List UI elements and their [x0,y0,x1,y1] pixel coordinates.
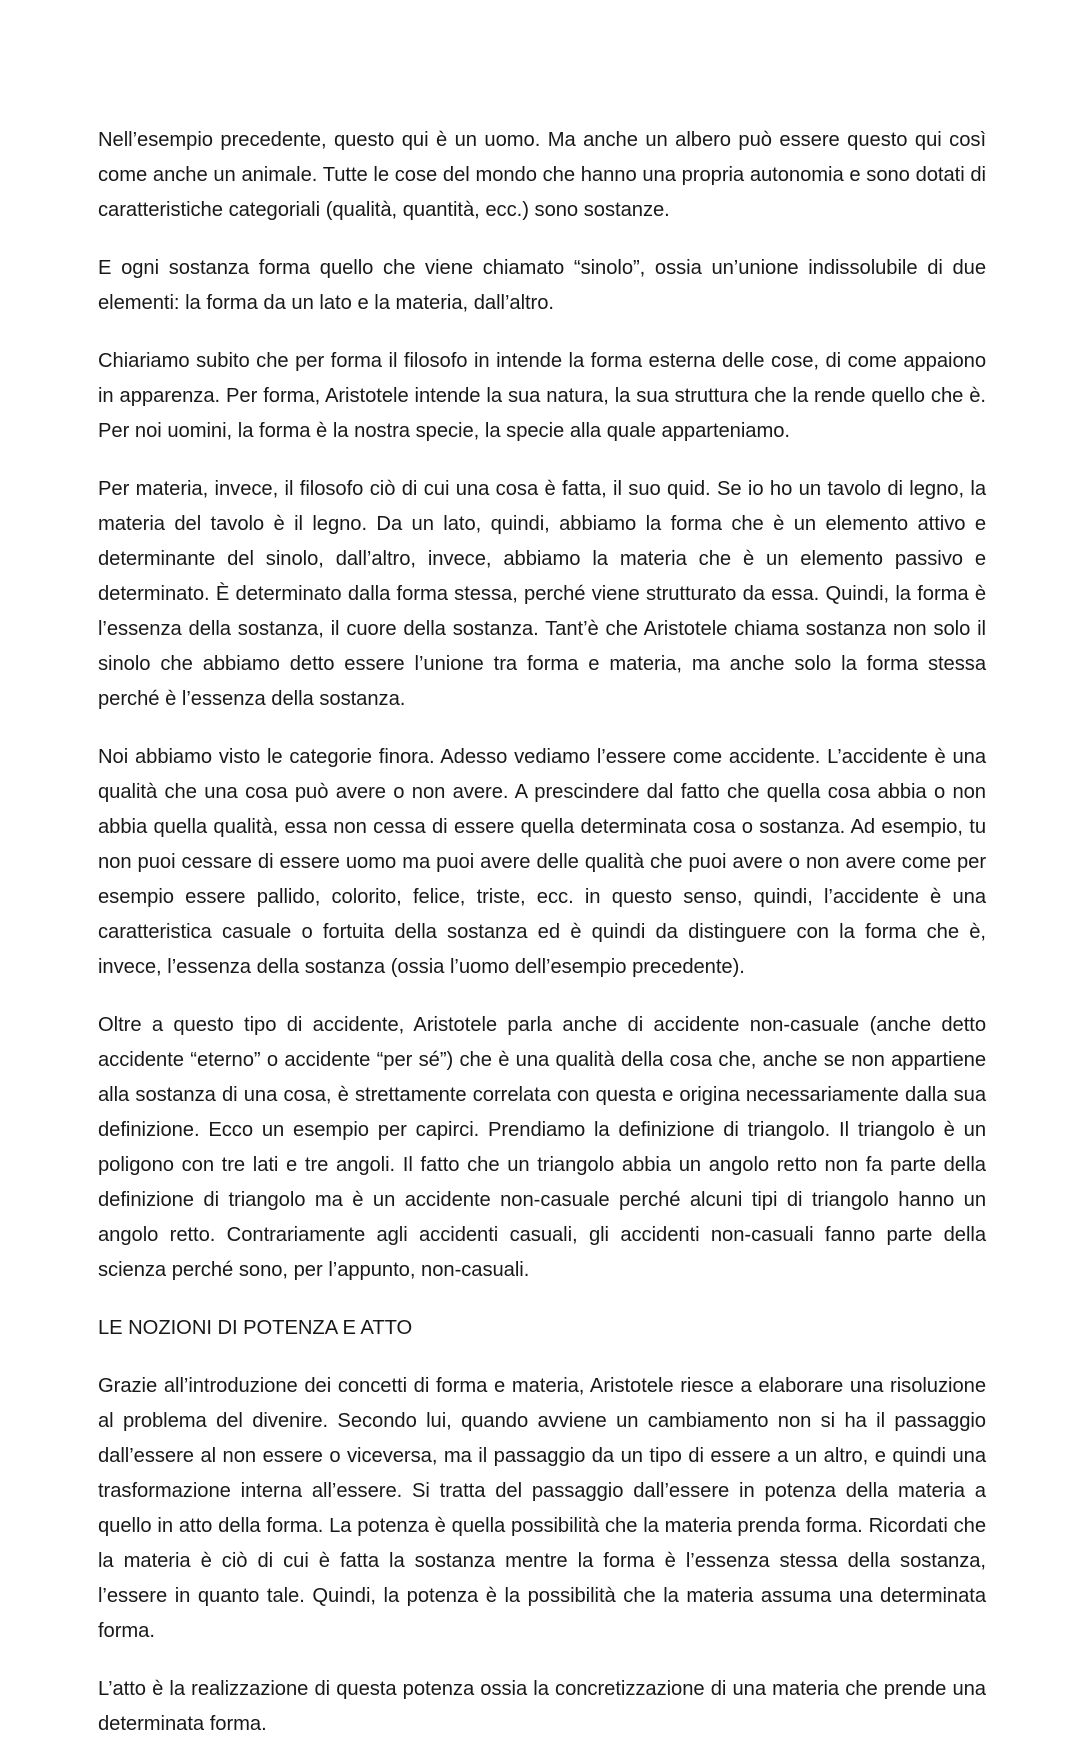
paragraph-forma: Chiariamo subito che per forma il filosofo in intende la forma esterna delle cose, di come appaiono in apparenza. Per forma, Aristotele intende la sua natura, la sua struttura che la rende quello che è. Per noi uomini, la forma è la nostra specie, la specie alla quale apparteniamo. [98,350,986,442]
paragraph-atto: L’atto è la realizzazione di questa potenza ossia la concretizzazione di una materia che prende una determinata forma. [98,1678,986,1735]
paragraph-sinolo: E ogni sostanza forma quello che viene chiamato “sinolo”, ossia un’unione indissolubile di due elementi: la forma da un lato e la materia, dall’altro. [98,257,986,314]
paragraph-materia: Per materia, invece, il filosofo ciò di cui una cosa è fatta, il suo quid. Se io ho un tavolo di legno, la materia del tavolo è il legno. Da un lato, quindi, abbiamo la forma che è un elemento attivo e determinante del sinolo, dall’altro, invece, abbiamo la materia che è un elemento passivo e determinato. È determinato dalla forma stessa, perché viene strutturato da essa. Quindi, la forma è l’essenza della sostanza, il cuore della sostanza. Tant’è che Aristotele chiama sostanza non solo il sinolo che abbiamo detto essere l’unione tra forma e materia, ma anche solo la forma stessa perché è l’essenza della sostanza. [98,478,986,710]
paragraph-accidente-non-casuale: Oltre a questo tipo di accidente, Aristotele parla anche di accidente non-casuale (anche detto accidente “eterno” o accidente “per sé”) che è una qualità della cosa che, anche se non appartiene alla sostanza di una cosa, è strettamente correlata con questa e origina necessariamente dalla sua definizione. Ecco un esempio per capirci. Prendiamo la definizione di triangolo. Il triangolo è un poligono con tre lati e tre angoli. Il fatto che un triangolo abbia un angolo retto non fa parte della definizione di triangolo ma è un accidente non-casuale perché alcuni tipi di triangolo hanno un angolo retto. Contrariamente agli accidenti casuali, gli accidenti non-casuali fanno parte della scienza perché sono, per l’appunto, non-casuali. [98,1014,986,1281]
paragraph-intro-sostanze: Nell’esempio precedente, questo qui è un uomo. Ma anche un albero può essere questo qui così come anche un animale. Tutte le cose del mondo che hanno una propria autonomia e sono dotati di caratteristiche categoriali (qualità, quantità, ecc.) sono sostanze. [98,129,986,221]
paragraph-potenza: Grazie all’introduzione dei concetti di forma e materia, Aristotele riesce a elaborare una risoluzione al problema del divenire. Secondo lui, quando avviene un cambiamento non si ha il passaggio dall’essere al non essere o viceversa, ma il passaggio da un tipo di essere a un altro, e quindi una trasformazione interna all’essere. Si tratta del passaggio dall’essere in potenza della materia a quello in atto della forma. La potenza è quella possibilità che la materia prenda forma. Ricordati che la materia è ciò di cui è fatta la sostanza mentre la forma è l’essenza stessa della sostanza, l’essere in quanto tale. Quindi, la potenza è la possibilità che la materia assuma una determinata forma. [98,1375,986,1642]
section-heading-potenza-atto: LE NOZIONI DI POTENZA E ATTO [98,1317,413,1339]
paragraph-accidente: Noi abbiamo visto le categorie finora. Adesso vediamo l’essere come accidente. L’accidente è una qualità che una cosa può avere o non avere. A prescindere dal fatto che quella cosa abbia o non abbia quella qualità, essa non cessa di essere quella determinata cosa o sostanza. Ad esempio, tu non puoi cessare di essere uomo ma puoi avere delle qualità che puoi avere o non avere come per esempio essere pallido, colorito, felice, triste, ecc. in questo senso, quindi, l’accidente è una caratteristica casuale o fortuita della sostanza ed è quindi da distinguere con la forma che è, invece, l’essenza della sostanza (ossia l’uomo dell’esempio precedente). [98,746,986,978]
document-text-body [98,123,986,1742]
